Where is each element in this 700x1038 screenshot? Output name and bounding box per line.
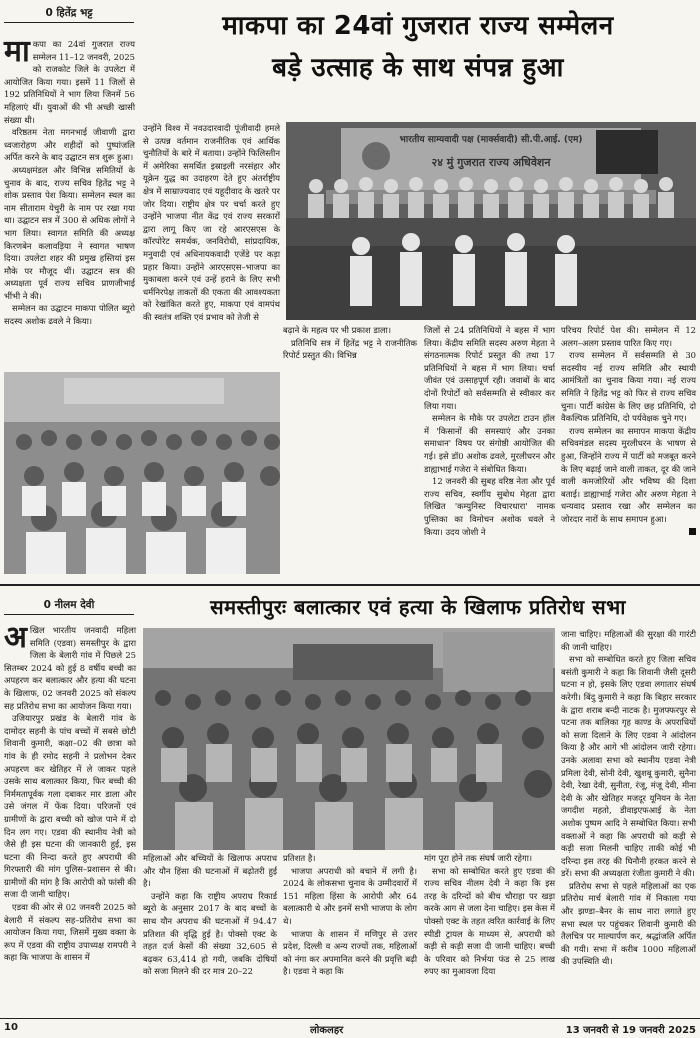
top-col1: माकपा का 24वां गुजरात राज्य सम्मेलन 11–12 जनवरी, 2025 को राजकोट जिले के उपलेटा में आयोजित किया गया। इसमें 11 जिलों से 192 प्रतिनिधियों ने भाग लिया जिनमें 56 महिलाएं थीं। युवाओं की भी अच्छी खासी संख्या थी। वरिष्ठतम नेता मगनभाई जीवाणी द्वारा ध्वजारोहण और शहीदों को पुष्पांजलि अर्पित करने के बाद उद्घाटन सत्र शुरू हुआ। अध्यक्षमंडल और विभिन्न समितियों के चुनाव के बाद, राज्य सचिव हितेंद्र भट्ट ने शोक प्रस्ताव पेश किया। सम्मेलन स्थल का नाम सीताराम येचुरी के नाम पर रखा गया था। उद्घाटन सत्र में 300 से अधिक लोगों ने भाग लिया। स्वागत समिति की अध्यक्ष किरणबेन कलावड़िया ने स्वागत भाषण दिया। उपलेटा शहर की प्रमुख हस्तियां इस मौके पर मौजूद थीं। उद्घाटन सत्र की अध्यक्षता पूर्व राज्य सचिव प्राणजीभाई भींभी ने की। सम्मेलन का उद्घाटन माकपा पोलित ब्यूरो सदस्य अशोक ढवले ने किया। bbox=[4, 34, 135, 327]
dropcap-bottom: अ bbox=[4, 620, 27, 655]
bottom-col4: मांग पूरा होने तक संघर्ष जारी रहेगा। सभा को सम्बोधित करते हुए एडवा की राज्य सचिव नीलम देवी ने कहा कि इस तरह के दरिन्दों को बीच चौराहा पर खड़ा करके आग से जला देना चाहिए। इस केस में पोक्सो एक्ट के तहत त्वरित कार्रवाई के लिए स्पीडी ट्रायल के माध्यम से, अपराधी को कड़ी से कड़ी सजा दी जानी चाहिए। बच्ची के परिवार को निर्भया फंड से 25 लाख रुपए का मुआवजा दिया bbox=[424, 853, 555, 977]
footer-rule bbox=[0, 1018, 700, 1019]
bottom-col3: प्रतिशत है। भाजपा अपराधी को बचाने में लगी है। 2024 के लोकसभा चुनाव के उम्मीदवारों में 151 महिला हिंसा के आरोपी और 64 बलात्कारी थे और इनमें सभी भाजपा के लोग थे। भाजपा के शासन में मणिपुर से उत्तर प्रदेश, दिल्ली व अन्य राज्यों तक, महिलाओं को नंगा कर अपमानित करने की प्रवृत्ति बढ़ी है। एडवा ने कहा कि bbox=[283, 853, 417, 977]
top-byline: 0 हितेंद्र भट्ट bbox=[45, 7, 93, 19]
banner-text: भारतीय साम्यवादी पक्ष (मार्क्सवादी) सी.पी.आई. (एम) २४ मुं गुजरात राज्य अधिवेशन bbox=[399, 135, 583, 169]
top-col2: उन्होंने विश्व में नवउदारवादी पूंजीवादी हमले से उत्पन्न वर्तमान राजनीतिक एवं आर्थिक चुनौतियों के बारे में बताया। उन्होंने फिलिस्तीन में अमेरिका समर्थित इस्राइली नरसंहार और यूक्रेन युद्ध का उदाहरण देते हुए अंतर्राष्ट्रीय क्षेत्र में साम्राज्यवाद एवं यहूदीवाद के खतरे पर जोर दिया। राष्ट्रीय क्षेत्र पर चर्चा करते हुए उन्होंने भाजपा नीत केंद्र एवं राज्य सरकारों द्वारा लागू किए जा रहे आरएसएस के कॉरपोरेट समर्थक, जनविरोधी, सांप्रदायिक, मनुवादी एवं अधिनायकवादी एजेंडे पर कड़ा प्रहार किया। उन्होंने आरएसएस–भाजपा का मुकाबला करने एवं उन्हें हराने के लिए सभी धर्मनिरपेक्ष ताकतों की एकता की आवश्यकता को रेखांकित करते हुए, माकपा एवं वामपंथ की स्वतंत्र शक्ति एवं प्रभाव को तेजी से bbox=[143, 123, 280, 322]
top-col2-cont: बढ़ाने के महत्व पर भी प्रकाश डाला। प्रतिनिधि सत्र में हितेंद्र भट्ट ने राजनीतिक रिपोर्ट प्रस्तुत की। विभिन्न bbox=[283, 325, 417, 361]
bottom-byline-rule bbox=[4, 614, 134, 615]
protest-photo bbox=[143, 628, 555, 850]
issue-date: 13 जनवरी से 19 जनवरी 2025 bbox=[565, 1025, 696, 1036]
dropcap: मा bbox=[4, 34, 30, 69]
top-headline: माकपा का 24वां गुजरात राज्य सम्मेलन बड़े उत्साह के साथ संपन्न हुआ bbox=[222, 11, 614, 83]
top-col3: जिलों से 24 प्रतिनिधियों ने बहस में भाग लिया। केंद्रीय समिति सदस्य अरुण मेहता ने संगठनात्मक रिपोर्ट प्रस्तुत की तथा 17 प्रतिनिधियों ने बहस में भाग लिया। चर्चा जीवंत एवं उत्साहपूर्ण रही। जवाबों के बाद दोनों रिपोर्टों को सर्वसम्मति से स्वीकार कर लिया गया। सम्मेलन के मौके पर उपलेटा टाउन हॉल में 'किसानों की समस्याएं और उनका समाधान' विषय पर संगोष्ठी आयोजित की गई। इसे डॉ0 अशोक ढवले, मुरलीधरन और डाह्याभाई गजेरा ने संबोधित किया। 12 जनवरी की सुबह वरिष्ठ नेता और पूर्व राज्य सचिव, स्वर्गीय सुबोध मेहता द्वारा लिखित 'कम्युनिस्ट विचारधारा' नामक पुस्तिका का विमोचन अशोक धवले ने किया। उदय जोशी ने bbox=[424, 325, 555, 537]
stage-photo bbox=[286, 122, 696, 320]
audience-photo-graphic bbox=[4, 372, 280, 574]
bottom-col5: जाना चाहिए। महिलाओं की सुरक्षा की गारंटी की जानी चाहिए। सभा को सम्बोधित करते हुए जिला सचिव बसंती कुमारी ने कहा कि शिवानी जैसी दूसरी घटना न हो, इसके लिए एडवा लगातार संघर्ष करेगी। बिंदु कुमारी ने कहा कि बिहार सरकार के द्वारा शराब बन्दी नाटक है। मुजफ्फरपुर से पटना तक बालिका गृह काण्ड के अपराधियों को सजा दिलाने के लिए एडवा ने आंदोलन किया है और आगे भी आंदोलन जारी रहेगा। उनके अलावा सभा को स्थानीय एडवा नेत्री प्रमिला देवी, सोनी देवी, खुशबू कुमारी, सुनैना देवी, रेखा देवी, सुनीता, रंजू, मंजू देवी, मीना देवी के और खेतिहर मजदूर यूनियन के नेता जगदीश महतो, डीवाइएफआई के नेता अशोक पुष्पम आदि ने सम्बोधित किया। सभी वक्ताओं ने कहा कि अपराधी को कड़ी से कड़ी सजा मिलनी चाहिए ताकी कोई भी दरिन्दा इस तरह की घिनौनी हरकत करने से डरें। सभा की अध्यक्षता रंजीता कुमारी ने की। प्रतिरोध सभा से पहले महिलाओं का एक प्रतिरोध मार्च बेलारी गांव में निकाला गया और झण्डा–बैनर के साथ नारा लगाते हुए सभा स्थल पर पहुंचकर शिवानी कुमारी की तैलचित्र पर माल्यार्पण कर, श्रद्धांजलि अर्पित की गयी। सभा में करीब 1000 महिलाओं की उपस्थिति थी। bbox=[561, 629, 696, 967]
end-mark-icon bbox=[689, 528, 696, 535]
protest-photo-graphic bbox=[143, 628, 555, 850]
audience-photo bbox=[4, 372, 280, 574]
page-number: 10 bbox=[4, 1022, 18, 1033]
bottom-headline: समस्तीपुरः बलात्कार एवं हत्या के खिलाफ प्रतिरोध सभा bbox=[210, 595, 626, 619]
story-divider bbox=[0, 584, 700, 586]
bottom-byline: 0 नीलम देवी bbox=[43, 599, 95, 611]
bottom-col2: महिलाओं और बच्चियों के खिलाफ अपराध और यौन हिंसा की घटनाओं में बढ़ोतरी हुई है। उन्होंने कहा कि राष्ट्रीय अपराध रिकार्ड ब्यूरो के अनुसार 2017 के बाद बच्चों के साथ यौन अपराध की घटनाओं में 94.47 प्रतिशत की वृद्धि हुई है। पोक्सो एक्ट के तहत दर्ज केसों की संख्या 32,605 से बढ़कर 63,414 हो गयी, जबकि दोषियों को सजा मिलने की दर मात्र 20–22 bbox=[143, 853, 277, 977]
byline-rule bbox=[4, 22, 134, 23]
top-col4: परिचय रिपोर्ट पेश की। सम्मेलन में 12 अलग–अलग प्रस्ताव पारित किए गए। राज्य सम्मेलन में सर्वसम्मति से 30 सदस्यीय नई राज्य समिति और स्थायी आमंत्रितों का चुनाव किया गया। नई राज्य समिति ने हितेंद्र भट्ट को फिर से राज्य सचिव चुना। पार्टी कांग्रेस के लिए छह प्रतिनिधि, दो वैकल्पिक प्रतिनिधि, दो पर्यवेक्षक चुने गए। राज्य सम्मेलन का समापन माकपा केंद्रीय सचिवमंडल सदस्य मुरलीधरन के भाषण से हुआ, जिन्होंने राज्य में पार्टी को मजबूत करने के लिए बढ़ाई जाने वाली ताकत, दूर की जाने वाली कमजोरियों और भविष्य की दिशा बताई। डाह्याभाई गजेरा और अरुण मेहता ने धन्यवाद प्रस्ताव रखा और सम्मेलन का जोरदार नारों के साथ समापन हुआ। bbox=[561, 324, 696, 538]
publication-name: लोकलहर bbox=[310, 1025, 344, 1036]
bottom-col1: अखिल भारतीय जनवादी महिला समिति (एडवा) समस्तीपुर के द्वारा जिला के बेलारी गांव में पिछले 25 सितम्बर 2024 को हुई 8 वर्षीय बच्ची का अपहरण कर बलात्कार और हत्या की घटना के खिलाफ, 02 जनवरी 2025 को संकल्प सह प्रतिरोध सभा का आयोजन किया गया। उजियारपुर प्रखंड के बेलारी गांव के दामोदर सहनी के पांच बच्चों में सबसे छोटी शिवानी कुमारी, कक्षा–02 की छात्रा को गांव के ही रमोद सहनी ने प्रलोभन देकर अपहरण कर खेतिहर में ले जाकर पहले उसके साथ बलात्कार किया, फिर बच्ची की निर्ममतापूर्वक गला दबाकर मार डाला और उसे जंगल में फेंक दिया। परिजनों एवं ग्रामीणों के द्वारा बच्ची को खोज पाने में दो दिन लग गए। एडवा की स्थानीय नेत्री को जैसे ही इस घटना की जानकारी हुई, इस घटना की निन्दा करते हुए अपराधी की गिरफ्तारी की मांग पुलिस–प्रशासन से की। ग्रामीणों की मांग है कि आरोपी को फांसी की सजा दी जानी चाहिए। एडवा की ओर से 02 जनवरी 2025 को बेलारी में संकल्प सह–प्रतिरोध सभा का आयोजन किया गया, जिसमें मुख्य वक्ता के रूप में एडवा की राष्ट्रीय उपाध्यक्ष रामपरी ने कहा कि भाजपा के शासन में bbox=[4, 620, 136, 963]
